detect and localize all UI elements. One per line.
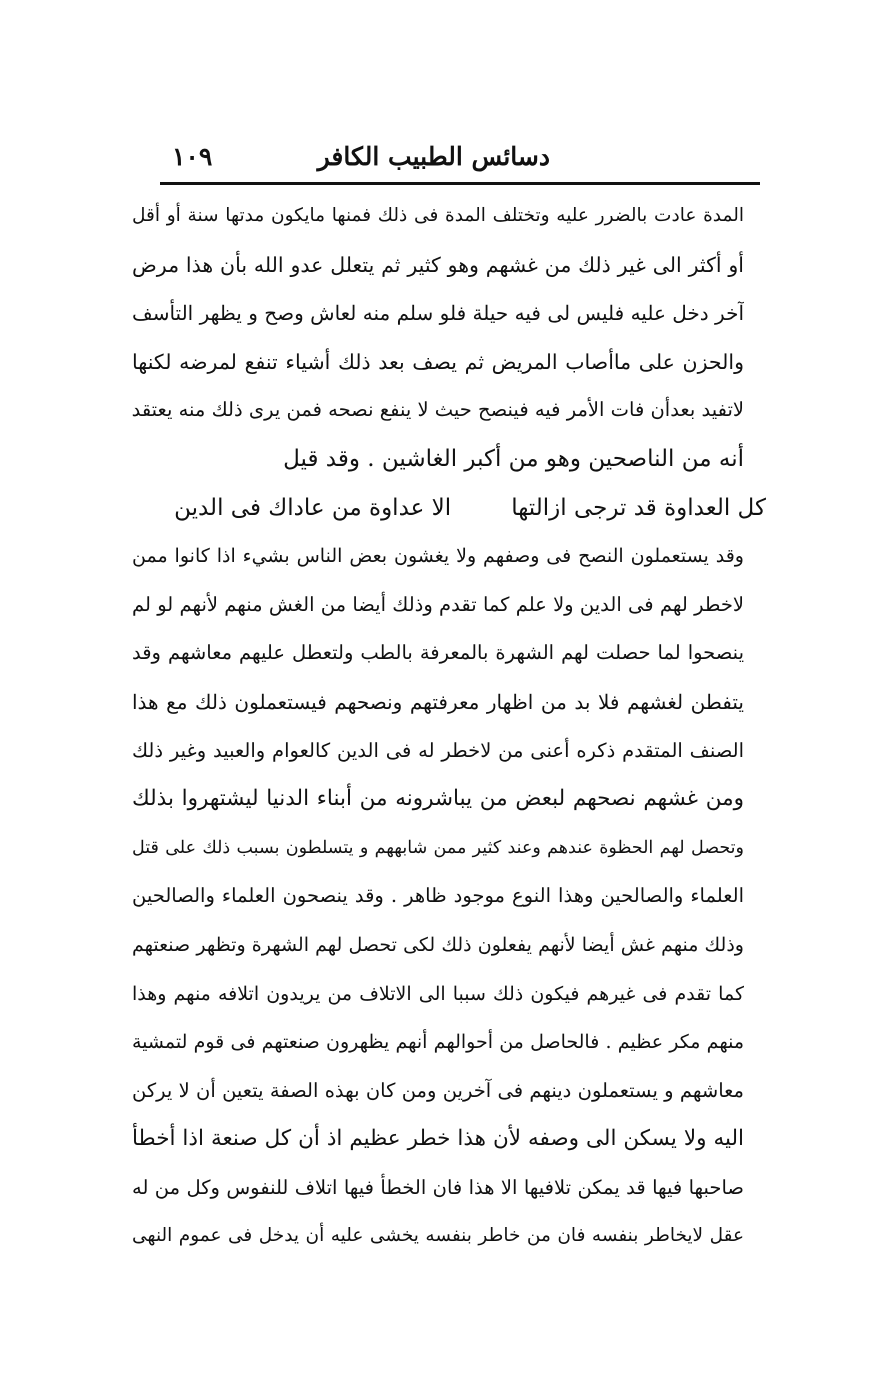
text-line: صاحبها فيها قد يمكن تلافيها الا هذا فان الخطأ فيها اتلاف للنفوس وكل من له xyxy=(132,1175,744,1199)
text-line: آخر دخل عليه فليس لى فيه حيلة فلو سلم منه لعاش وصح و يظهر التأسف xyxy=(132,301,744,326)
page-number: ١٠٩ xyxy=(172,142,213,171)
text-line: الصنف المتقدم ذكره أعنى من لاخطر له فى الدين كالعوام والعبيد وغير ذلك xyxy=(132,738,744,762)
text-line: وقد يستعملون النصح فى وصفهم ولا يغشون بعض الناس بشيء اذا كانوا ممن xyxy=(132,545,744,568)
text-line: وذلك منهم غش أيضا لأنهم يفعلون ذلك لكى تحصل لهم الشهرة وتظهر صنعتهم xyxy=(132,933,744,956)
poetry-verse xyxy=(132,484,766,533)
text-line: وتحصل لهم الحظوة عندهم وعند كثير ممن شابههم و يتسلطون بسبب ذلك على قتل xyxy=(132,837,744,858)
verse-second-hemistich: الا عداوة من عاداك فى الدين xyxy=(174,494,452,521)
text-line: والحزن على ماأصاب المريض ثم يصف بعد ذلك أشياء تنفع لمرضه لكنها xyxy=(132,349,744,374)
page-header xyxy=(160,140,760,180)
text-line: أنه من الناصحين وهو من أكبر الغاشين . وقد قيل xyxy=(283,445,744,472)
header-rule xyxy=(160,182,760,185)
text-line: ومن غشهم نصحهم لبعض من يباشرونه من أبناء الدنيا ليشتهروا بذلك xyxy=(132,786,744,812)
text-line: لاخطر لهم فى الدين ولا علم كما تقدم وذلك أيضا من الغش منهم لأنهم لو لم xyxy=(132,592,744,616)
text-line: كما تقدم فى غيرهم فيكون ذلك سببا الى الاتلاف من يريدون اتلافه منهم وهذا xyxy=(132,982,744,1005)
text-line: معاشهم و يستعملون دينهم فى آخرين ومن كان بهذه الصفة يتعين أن لا يركن xyxy=(132,1078,744,1102)
text-line: يتفطن لغشهم فلا بد من اظهار معرفتهم ونصحهم فيستعملون ذلك مع هذا xyxy=(132,689,744,714)
text-line: لاتفيد بعدأن فات الأمر فيه فينصح حيث لا ينفع نصحه فمن يرى ذلك منه يعتقد xyxy=(132,398,744,422)
running-title: دسائس الطبيب الكافر xyxy=(317,142,550,171)
text-line: عقل لايخاطر بنفسه فان من خاطر بنفسه يخشى عليه أن يدخل فى عموم النهى xyxy=(132,1225,744,1247)
text-line: اليه ولا يسكن الى وصفه لأن هذا خطر عظيم اذ أن كل صنعة اذا أخطأ xyxy=(132,1126,744,1152)
text-line: منهم مكر عظيم . فالحاصل من أحوالهم أنهم يظهرون صنعتهم فى قوم لتمشية xyxy=(132,1031,744,1054)
text-line: أو أكثر الى غير ذلك من غشهم وهو كثير ثم يتعلل عدو الله بأن هذا مرض xyxy=(132,252,744,277)
verse-first-hemistich: كل العداوة قد ترجى ازالتها xyxy=(511,494,766,521)
text-line: العلماء والصالحين وهذا النوع موجود ظاهر . وقد ينصحون العلماء والصالحين xyxy=(132,884,744,908)
text-line: ينصحوا لما حصلت لهم الشهرة بالمعرفة بالطب ولتعطل عليهم معاشهم وقد xyxy=(132,641,744,665)
text-line: المدة عادت بالضرر عليه وتختلف المدة فى ذلك فمنها مايكون مدتها سنة أو أقل xyxy=(132,205,744,226)
body-text xyxy=(132,192,766,1261)
